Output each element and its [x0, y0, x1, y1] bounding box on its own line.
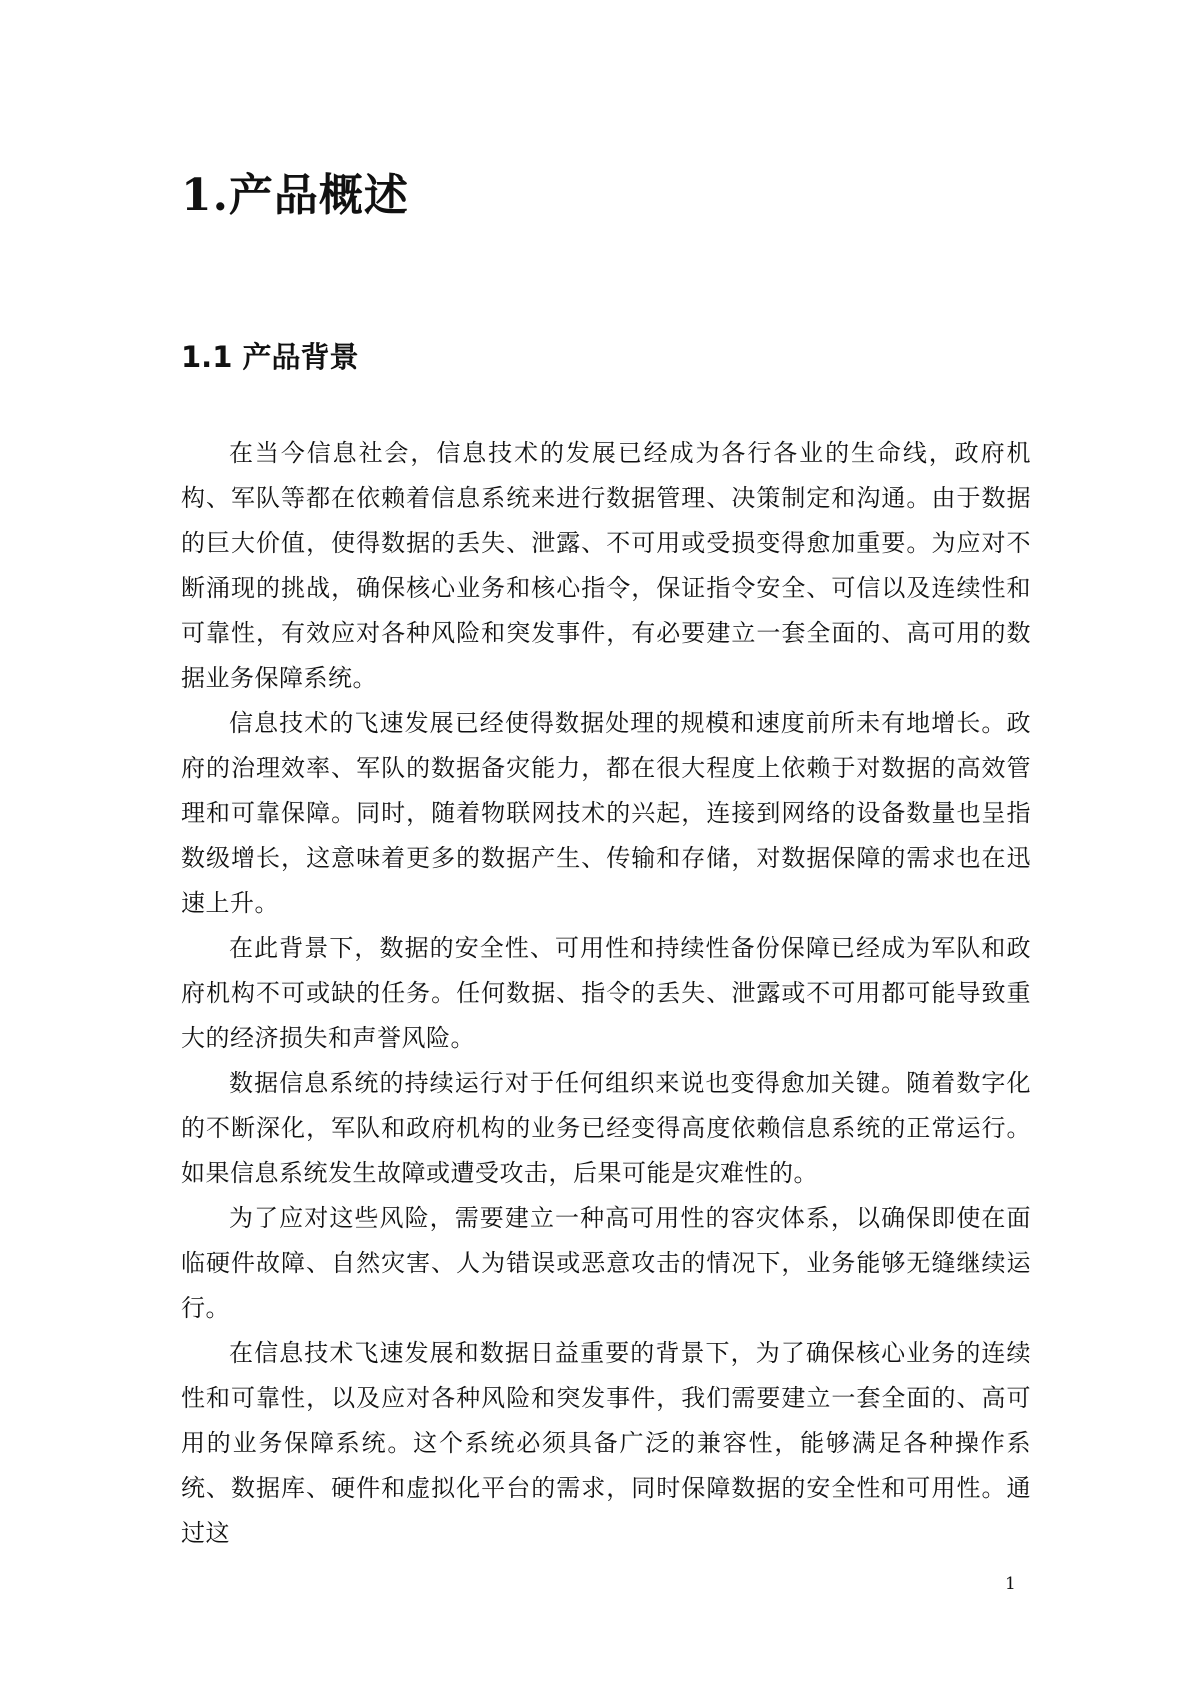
paragraph: 信息技术的飞速发展已经使得数据处理的规模和速度前所未有地增长。政府的治理效率、军队的数据备灾能力，都在很大程度上依赖于对数据的高效管理和可靠保障。同时，随着物联网技术的兴起，连接到网络的设备数量也呈指数级增长，这意味着更多的数据产生、传输和存储，对数据保障的需求也在迅速上升。	[181, 709, 1031, 917]
paragraph: 在当今信息社会，信息技术的发展已经成为各行各业的生命线，政府机构、军队等都在依赖着信息系统来进行数据管理、决策制定和沟通。由于数据的巨大价值，使得数据的丢失、泄露、不可用或受损变得愈加重要。为应对不断涌现的挑战，确保核心业务和核心指令，保证指令安全、可信以及连续性和可靠性，有效应对各种风险和突发事件，有必要建立一套全面的、高可用的数据业务保障系统。	[181, 439, 1031, 692]
paragraph: 在信息技术飞速发展和数据日益重要的背景下，为了确保核心业务的连续性和可靠性，以及应对各种风险和突发事件，我们需要建立一套全面的、高可用的业务保障系统。这个系统必须具备广泛的兼容性，能够满足各种操作系统、数据库、硬件和虚拟化平台的需求，同时保障数据的安全性和可用性。通过这	[181, 1339, 1031, 1547]
body-text	[181, 431, 1031, 1556]
section-title: 1.1 产品背景	[181, 340, 359, 374]
paragraph: 为了应对这些风险，需要建立一种高可用性的容灾体系，以确保即使在面临硬件故障、自然灾害、人为错误或恶意攻击的情况下，业务能够无缝继续运行。	[181, 1204, 1031, 1322]
page-number: 1	[1005, 1574, 1016, 1594]
chapter-title: 1.产品概述	[181, 170, 409, 221]
paragraph: 在此背景下，数据的安全性、可用性和持续性备份保障已经成为军队和政府机构不可或缺的任务。任何数据、指令的丢失、泄露或不可用都可能导致重大的经济损失和声誉风险。	[181, 934, 1031, 1052]
paragraph: 数据信息系统的持续运行对于任何组织来说也变得愈加关键。随着数字化的不断深化，军队和政府机构的业务已经变得高度依赖信息系统的正常运行。如果信息系统发生故障或遭受攻击，后果可能是灾难性的。	[181, 1069, 1031, 1187]
